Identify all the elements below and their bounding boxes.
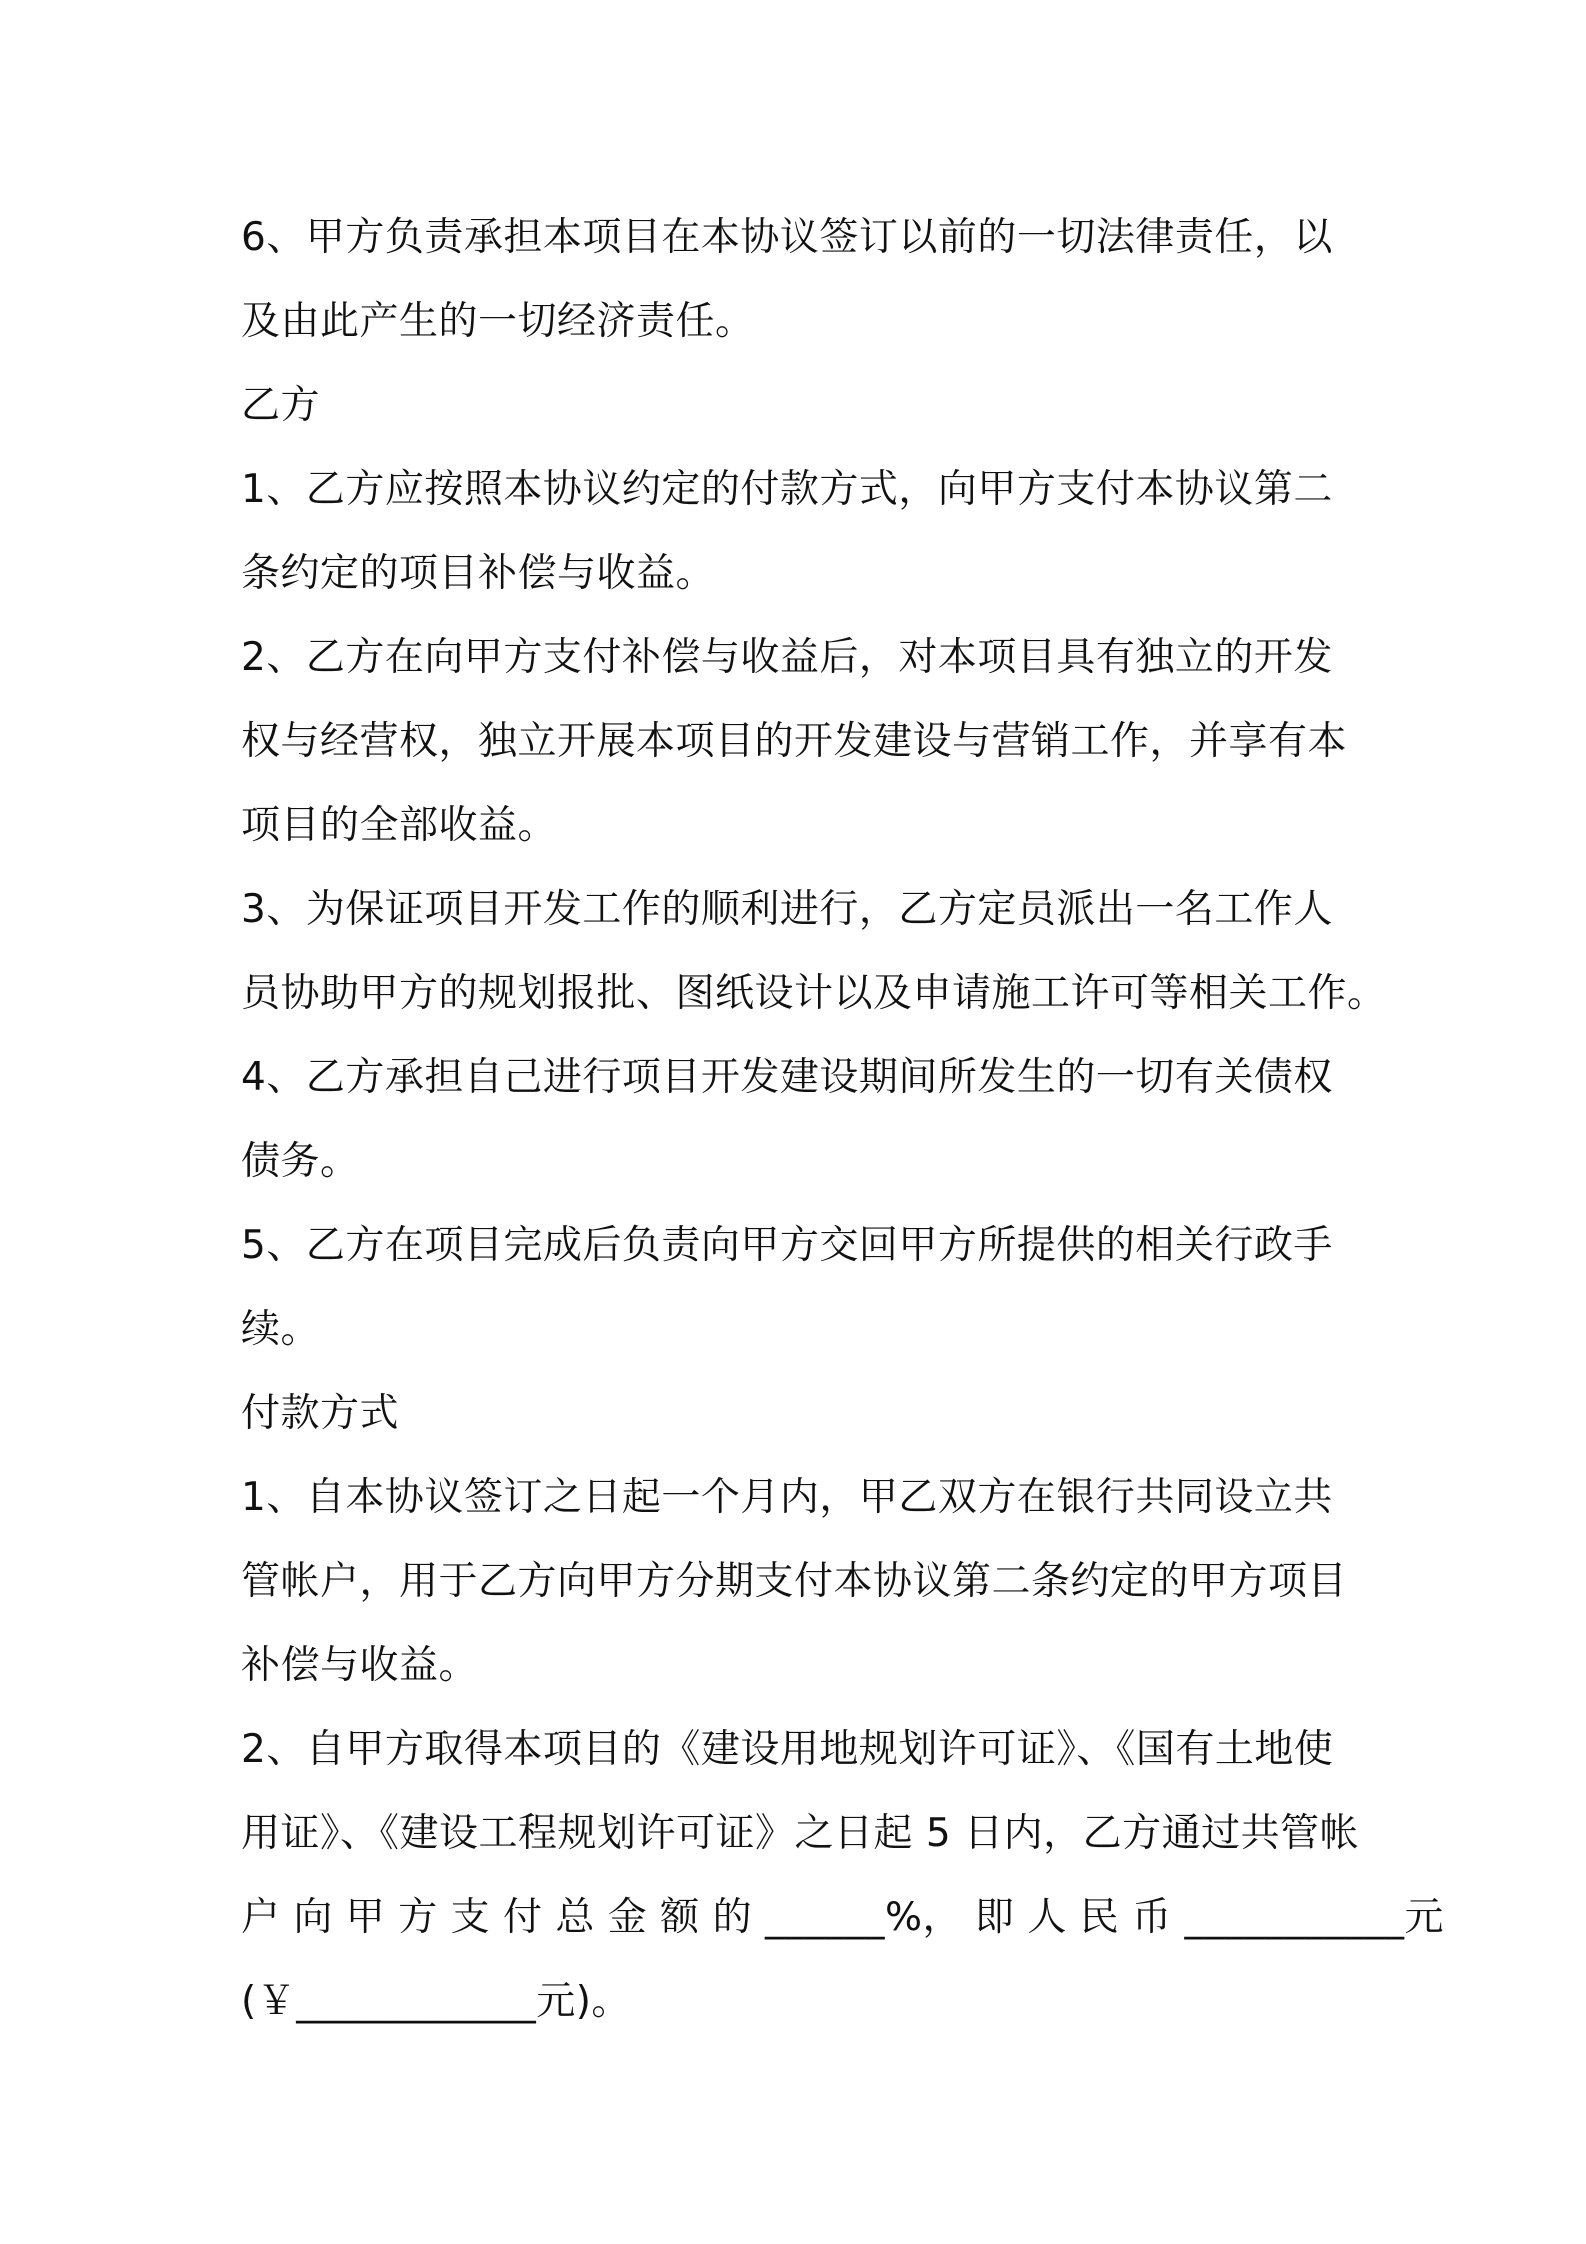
text-line: 2、自甲方取得本项目的《建设用地规划许可证》、《国有土地使 <box>241 1727 1334 1772</box>
text-line: 4、乙方承担自己进行项目开发建设期间所发生的一切有关债权 <box>241 1055 1333 1100</box>
text-line: 1、自本协议签订之日起一个月内，甲乙双方在银行共同设立共 <box>241 1475 1333 1520</box>
text-line: 员协助甲方的规划报批、图纸设计以及申请施工许可等相关工作。 <box>241 971 1387 1016</box>
text-line: (￥____________元)。 <box>241 1979 631 2024</box>
text-line: 2、乙方在向甲方支付补偿与收益后，对本项目具有独立的开发 <box>241 635 1333 680</box>
text-line: 用证》、《建设工程规划许可证》之日起 5 日内，乙方通过共管帐 <box>241 1811 1360 1856</box>
text-line: 条约定的项目补偿与收益。 <box>241 551 716 596</box>
section-heading: 付款方式 <box>241 1391 400 1436</box>
text-line: 续。 <box>241 1307 321 1352</box>
document-body <box>241 196 1445 2044</box>
text-line: 5、乙方在项目完成后负责向甲方交回甲方所提供的相关行政手 <box>241 1223 1333 1268</box>
text-line: 权与经营权，独立开展本项目的开发建设与营销工作，并享有本 <box>241 719 1348 764</box>
section-heading: 乙方 <box>241 383 321 428</box>
text-line: 1、乙方应按照本协议约定的付款方式，向甲方支付本协议第二 <box>241 467 1333 512</box>
text-line: 6、甲方负责承担本项目在本协议签订以前的一切法律责任，以 <box>241 215 1333 260</box>
text-line: 户 向 甲 方 支 付 总 金 额 的 ______%， 即 人 民 币 ___________元 <box>241 1895 1445 1940</box>
text-line: 3、为保证项目开发工作的顺利进行，乙方定员派出一名工作人 <box>241 887 1333 932</box>
text-line: 债务。 <box>241 1139 360 1184</box>
text-line: 管帐户，用于乙方向甲方分期支付本协议第二条约定的甲方项目 <box>241 1559 1348 1604</box>
text-line: 及由此产生的一切经济责任。 <box>241 299 755 344</box>
text-line: 补偿与收益。 <box>241 1643 479 1688</box>
text-line: 项目的全部收益。 <box>241 803 558 848</box>
